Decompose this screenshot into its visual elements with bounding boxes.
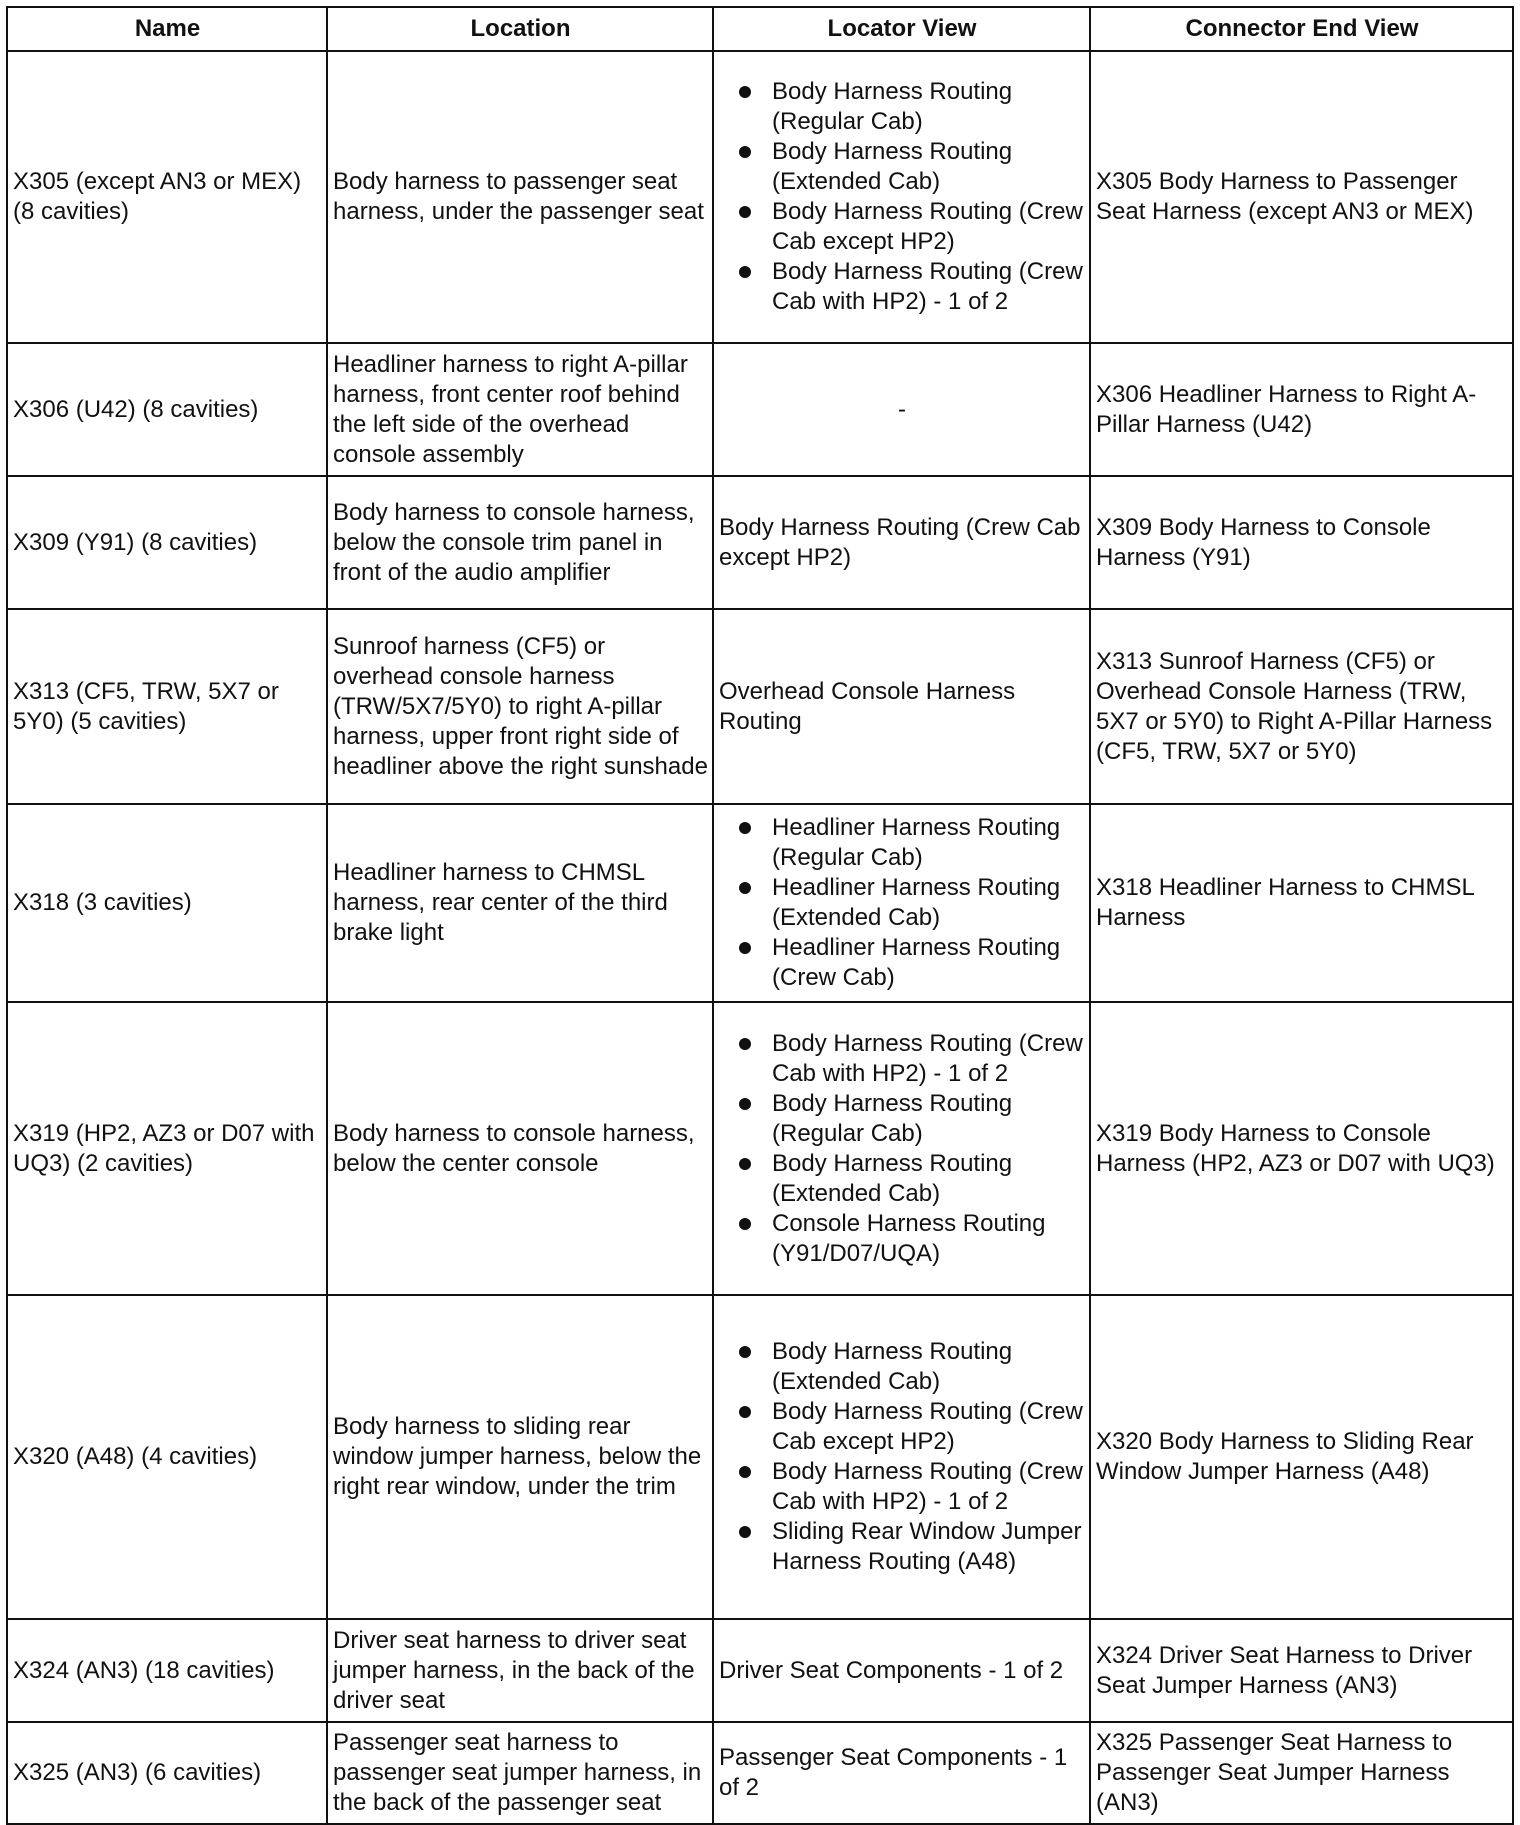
connector-table xyxy=(6,6,1514,1825)
table-row xyxy=(7,1295,1513,1619)
header-connector-end-view: Connector End View xyxy=(1090,7,1513,51)
connector-end-view[interactable]: X306 Headliner Harness to Right A-Pillar Harness (U42) xyxy=(1090,343,1513,476)
connector-name: X320 (A48) (4 cavities) xyxy=(7,1295,327,1619)
locator-link[interactable]: Body Harness Routing (Crew Cab with HP2) - 1 of 2 xyxy=(719,257,1085,317)
locator-view[interactable]: Overhead Console Harness Routing xyxy=(713,609,1090,804)
locator-link[interactable]: Body Harness Routing (Extended Cab) xyxy=(719,137,1085,197)
connector-name: X318 (3 cavities) xyxy=(7,804,327,1002)
locator-link[interactable]: Headliner Harness Routing (Regular Cab) xyxy=(719,813,1085,873)
locator-list xyxy=(719,813,1085,993)
locator-view xyxy=(713,1295,1090,1619)
connector-name: X306 (U42) (8 cavities) xyxy=(7,343,327,476)
locator-link[interactable]: Body Harness Routing (Crew Cab except HP2) xyxy=(719,1397,1085,1457)
connector-name: X305 (except AN3 or MEX) (8 cavities) xyxy=(7,51,327,343)
locator-link[interactable]: Body Harness Routing (Regular Cab) xyxy=(719,1089,1085,1149)
locator-list xyxy=(719,1337,1085,1577)
connector-end-view[interactable]: X320 Body Harness to Sliding Rear Window Jumper Harness (A48) xyxy=(1090,1295,1513,1619)
locator-link[interactable]: Console Harness Routing (Y91/D07/UQA) xyxy=(719,1209,1085,1269)
header-locator-view: Locator View xyxy=(713,7,1090,51)
header-row xyxy=(7,7,1513,51)
table-row xyxy=(7,609,1513,804)
locator-link[interactable]: Body Harness Routing (Crew Cab with HP2) - 1 of 2 xyxy=(719,1029,1085,1089)
locator-list xyxy=(719,77,1085,317)
connector-name: X313 (CF5, TRW, 5X7 or 5Y0) (5 cavities) xyxy=(7,609,327,804)
header-name: Name xyxy=(7,7,327,51)
connector-location: Body harness to sliding rear window jumper harness, below the right rear window, under the trim xyxy=(327,1295,713,1619)
connector-end-view[interactable]: X318 Headliner Harness to CHMSL Harness xyxy=(1090,804,1513,1002)
connector-end-view[interactable]: X309 Body Harness to Console Harness (Y91) xyxy=(1090,476,1513,609)
table-row xyxy=(7,1002,1513,1295)
locator-view: - xyxy=(713,343,1090,476)
table-row xyxy=(7,51,1513,343)
connector-name: X325 (AN3) (6 cavities) xyxy=(7,1722,327,1824)
locator-view[interactable]: Passenger Seat Components - 1 of 2 xyxy=(713,1722,1090,1824)
connector-end-view[interactable]: X319 Body Harness to Console Harness (HP2, AZ3 or D07 with UQ3) xyxy=(1090,1002,1513,1295)
locator-view[interactable]: Body Harness Routing (Crew Cab except HP2) xyxy=(713,476,1090,609)
locator-list xyxy=(719,1029,1085,1269)
locator-link[interactable]: Body Harness Routing (Extended Cab) xyxy=(719,1337,1085,1397)
table-row xyxy=(7,804,1513,1002)
table-row xyxy=(7,1722,1513,1824)
header-location: Location xyxy=(327,7,713,51)
connector-location: Headliner harness to CHMSL harness, rear center of the third brake light xyxy=(327,804,713,1002)
connector-location: Driver seat harness to driver seat jumper harness, in the back of the driver seat xyxy=(327,1619,713,1722)
locator-link[interactable]: Sliding Rear Window Jumper Harness Routing (A48) xyxy=(719,1517,1085,1577)
connector-name: X324 (AN3) (18 cavities) xyxy=(7,1619,327,1722)
table-row xyxy=(7,476,1513,609)
locator-view xyxy=(713,1002,1090,1295)
locator-link[interactable]: Body Harness Routing (Crew Cab with HP2) - 1 of 2 xyxy=(719,1457,1085,1517)
connector-name: X309 (Y91) (8 cavities) xyxy=(7,476,327,609)
locator-link[interactable]: Headliner Harness Routing (Extended Cab) xyxy=(719,873,1085,933)
connector-end-view[interactable]: X313 Sunroof Harness (CF5) or Overhead Console Harness (TRW, 5X7 or 5Y0) to Right A-Pillar Harness (CF5, TRW, 5X7 or 5Y0) xyxy=(1090,609,1513,804)
connector-location: Headliner harness to right A-pillar harness, front center roof behind the left side of the overhead console assembly xyxy=(327,343,713,476)
locator-view xyxy=(713,804,1090,1002)
connector-location: Sunroof harness (CF5) or overhead console harness (TRW/5X7/5Y0) to right A-pillar harness, upper front right side of headliner above the right sunshade xyxy=(327,609,713,804)
connector-location: Passenger seat harness to passenger seat jumper harness, in the back of the passenger seat xyxy=(327,1722,713,1824)
locator-view xyxy=(713,51,1090,343)
locator-view[interactable]: Driver Seat Components - 1 of 2 xyxy=(713,1619,1090,1722)
connector-location: Body harness to passenger seat harness, under the passenger seat xyxy=(327,51,713,343)
connector-end-view[interactable]: X325 Passenger Seat Harness to Passenger Seat Jumper Harness (AN3) xyxy=(1090,1722,1513,1824)
connector-end-view[interactable]: X324 Driver Seat Harness to Driver Seat Jumper Harness (AN3) xyxy=(1090,1619,1513,1722)
locator-link[interactable]: Headliner Harness Routing (Crew Cab) xyxy=(719,933,1085,993)
connector-location: Body harness to console harness, below the center console xyxy=(327,1002,713,1295)
locator-link[interactable]: Body Harness Routing (Crew Cab except HP2) xyxy=(719,197,1085,257)
locator-link[interactable]: Body Harness Routing (Regular Cab) xyxy=(719,77,1085,137)
table-row xyxy=(7,343,1513,476)
connector-name: X319 (HP2, AZ3 or D07 with UQ3) (2 cavities) xyxy=(7,1002,327,1295)
connector-location: Body harness to console harness, below the console trim panel in front of the audio amplifier xyxy=(327,476,713,609)
connector-end-view[interactable]: X305 Body Harness to Passenger Seat Harness (except AN3 or MEX) xyxy=(1090,51,1513,343)
table-row xyxy=(7,1619,1513,1722)
locator-link[interactable]: Body Harness Routing (Extended Cab) xyxy=(719,1149,1085,1209)
